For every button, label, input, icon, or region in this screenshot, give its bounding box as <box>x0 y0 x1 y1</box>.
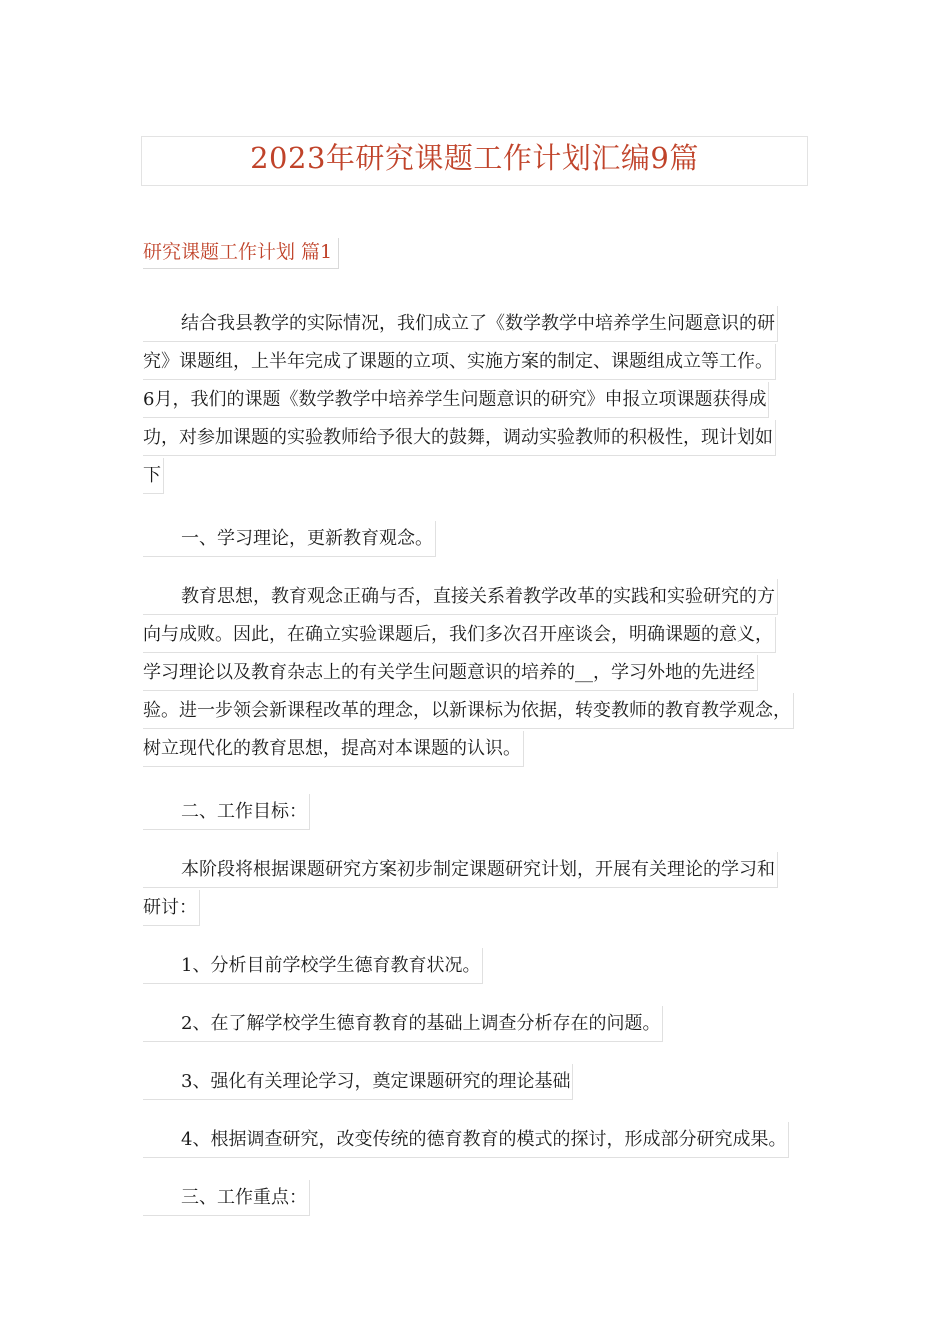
section-heading: 研究课题工作计划 篇1 <box>143 238 339 269</box>
paragraph-1-line-4: 功，对参加课题的实验教师给予很大的鼓舞，调动实验教师的积极性，现计划如 <box>143 420 776 456</box>
paragraph-3-line-2: 研讨： <box>143 890 200 926</box>
paragraph-2-line-1: 教育思想，教育观念正确与否，直接关系着教学改革的实践和实验研究的方 <box>143 579 778 615</box>
list-item-3: 3、强化有关理论学习，奠定课题研究的理论基础 <box>143 1064 573 1100</box>
paragraph-2-line-3: 学习理论以及教育杂志上的有关学生问题意识的培养的__，学习外地的先进经 <box>143 655 758 691</box>
paragraph-2-line-2: 向与成败。因此，在确立实验课题后，我们多次召开座谈会，明确课题的意义， <box>143 617 776 653</box>
heading-3: 三、工作重点： <box>143 1180 310 1216</box>
list-item-1: 1、分析目前学校学生德育教育状况。 <box>143 948 483 984</box>
heading-1: 一、学习理论，更新教育观念。 <box>143 521 436 557</box>
paragraph-1-line-5: 下 <box>143 458 164 494</box>
paragraph-1-line-2: 究》课题组，上半年完成了课题的立项、实施方案的制定、课题组成立等工作。 <box>143 344 776 380</box>
paragraph-1-line-3: 6月，我们的课题《数学教学中培养学生问题意识的研究》申报立项课题获得成 <box>143 382 769 418</box>
list-item-4: 4、根据调查研究，改变传统的德育教育的模式的探讨，形成部分研究成果。 <box>143 1122 789 1158</box>
page-title: 2023年研究课题工作计划汇编9篇 <box>141 136 808 186</box>
paragraph-2-line-5: 树立现代化的教育思想，提高对本课题的认识。 <box>143 731 524 767</box>
heading-2: 二、工作目标： <box>143 794 310 830</box>
paragraph-1-line-1: 结合我县教学的实际情况，我们成立了《数学教学中培养学生问题意识的研 <box>143 306 778 342</box>
paragraph-3-line-1: 本阶段将根据课题研究方案初步制定课题研究计划，开展有关理论的学习和 <box>143 852 778 888</box>
list-item-2: 2、在了解学校学生德育教育的基础上调查分析存在的问题。 <box>143 1006 663 1042</box>
paragraph-2-line-4: 验。进一步领会新课程改革的理念，以新课标为依据，转变教师的教育教学观念， <box>143 693 794 729</box>
